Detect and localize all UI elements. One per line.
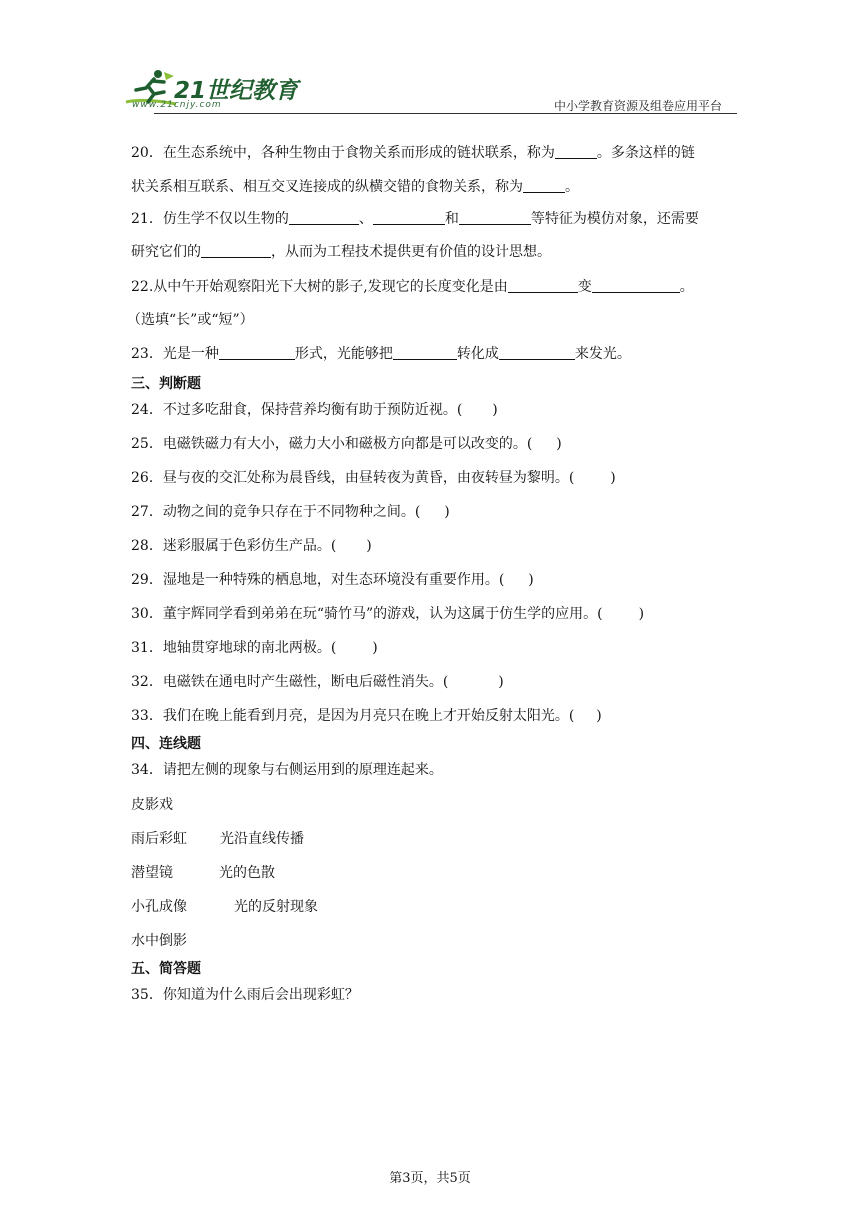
section-short-title: 五、简答题 (131, 961, 201, 977)
question-33: 33．我们在晚上能看到月亮，是因为月亮只在晚上才开始反射太阳光。( ) (131, 708, 602, 724)
answer-blank[interactable] (523, 178, 565, 193)
match-left-item[interactable]: 潜望镜 (131, 865, 173, 881)
section-judge-title: 三、判断题 (131, 376, 201, 392)
question-34: 34．请把左侧的现象与右侧运用到的原理连起来。 (131, 762, 443, 778)
match-right-item[interactable]: 光的色散 (219, 865, 275, 881)
match-left-item[interactable]: 雨后彩虹 (131, 831, 187, 847)
site-logo (124, 68, 299, 114)
question-25: 25．电磁铁磁力有大小，磁力大小和磁极方向都是可以改变的。( ) (131, 436, 562, 452)
section-match-title: 四、连线题 (131, 736, 201, 752)
header-divider (154, 113, 737, 114)
match-right-item[interactable]: 光的反射现象 (234, 899, 318, 915)
platform-name: 中小学教育资源及组卷应用平台 (553, 99, 722, 113)
answer-blank[interactable] (373, 210, 445, 225)
answer-blank[interactable] (201, 243, 271, 258)
question-31: 31．地轴贯穿地球的南北两极。( ) (131, 640, 378, 656)
question-32: 32．电磁铁在通电时产生磁性，断电后磁性消失。( ) (131, 674, 504, 690)
match-left-item[interactable]: 皮影戏 (131, 797, 173, 813)
match-left-item[interactable]: 水中倒影 (131, 933, 187, 949)
match-left-item[interactable]: 小孔成像 (131, 899, 187, 915)
question-23: 23．光是一种 形式，光能够把 转化成 来发光。 (131, 346, 631, 362)
answer-blank[interactable] (219, 345, 295, 360)
question-21-line-2: 研究它们的 ，从而为工程技术提供更有价值的设计思想。 (131, 244, 551, 260)
question-20-line-2: 状关系相互联系、相互交叉连接成的纵横交错的食物关系，称为 。 (131, 179, 579, 195)
question-20-line-1: 20．在生态系统中，各种生物由于食物关系而形成的链状联系，称为 。多条这样的链 (131, 145, 695, 161)
question-24: 24．不过多吃甜食，保持营养均衡有助于预防近视。( ) (131, 402, 498, 418)
answer-blank[interactable] (555, 144, 597, 159)
answer-blank[interactable] (393, 345, 457, 360)
question-22-line-2: （选填“长”或“短”） (127, 312, 254, 328)
answer-blank[interactable] (499, 345, 575, 360)
logo-url: www.21cnjy.com (132, 100, 222, 110)
match-right-item[interactable]: 光沿直线传播 (220, 831, 304, 847)
question-30: 30．董宇辉同学看到弟弟在玩“骑竹马”的游戏，认为这属于仿生学的应用。( ) (131, 606, 645, 622)
question-29: 29．湿地是一种特殊的栖息地，对生态环境没有重要作用。( ) (131, 572, 534, 588)
answer-blank[interactable] (289, 210, 359, 225)
page-number: 第3页，共5页 (389, 1171, 471, 1186)
question-22-line-1: 22.从中午开始观察阳光下大树的影子,发现它的长度变化是由 变 。 (131, 279, 694, 295)
answer-blank[interactable] (508, 278, 578, 293)
logo-text: 21世纪教育 (174, 78, 299, 104)
question-26: 26．昼与夜的交汇处称为晨昏线，由昼转夜为黄昏，由夜转昼为黎明。( ) (131, 470, 616, 486)
question-21-line-1: 21．仿生学不仅以生物的 、 和 等特征为模仿对象，还需要 (131, 211, 699, 227)
answer-blank[interactable] (459, 210, 531, 225)
question-35: 35．你知道为什么雨后会出现彩虹？ (131, 987, 359, 1003)
question-27: 27．动物之间的竞争只存在于不同物种之间。( ) (131, 504, 450, 520)
question-28: 28．迷彩服属于色彩仿生产品。( ) (131, 538, 372, 554)
page-header (0, 0, 860, 120)
answer-blank[interactable] (592, 278, 680, 293)
